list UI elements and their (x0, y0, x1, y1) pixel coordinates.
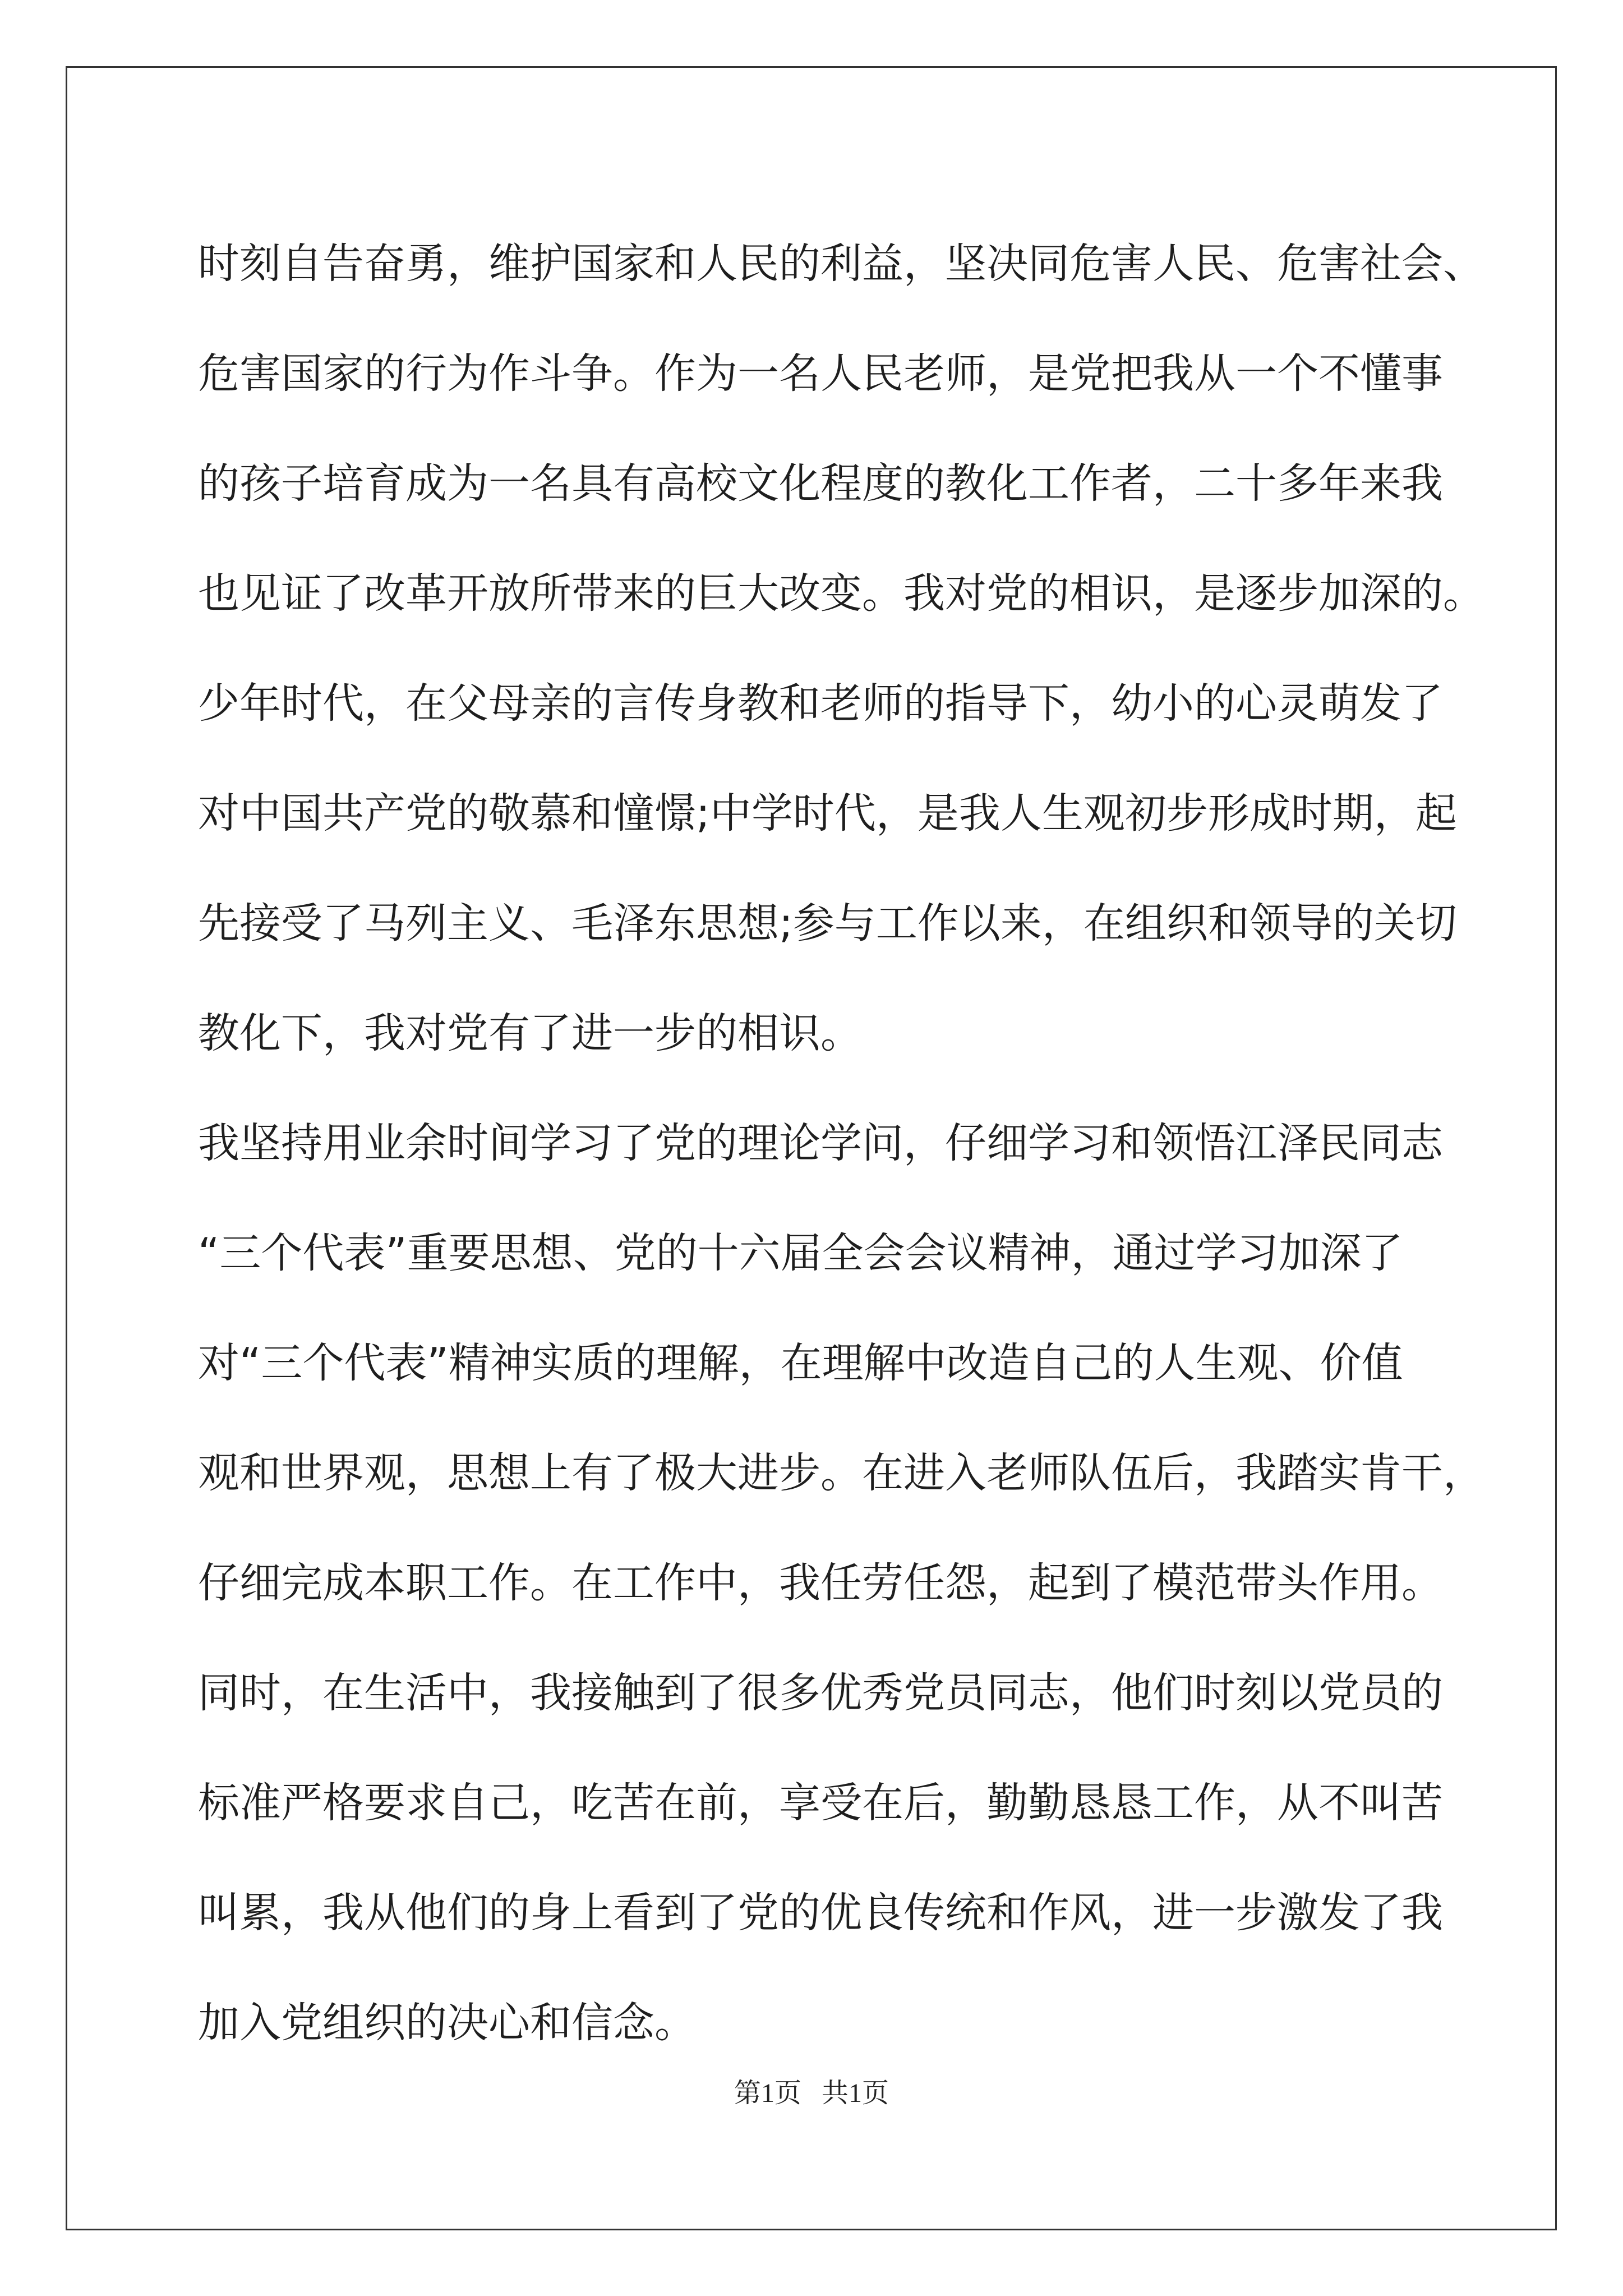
text-line: 同时，在生活中，我接触到了很多优秀党员同志，他们时刻以党员的 (198, 1669, 1443, 1717)
document-body (198, 209, 1484, 2078)
text-line: 叫累，我从他们的身上看到了党的优良传统和作风，进一步激发了我 (198, 1889, 1443, 1937)
page-number: 第1页 共1页 (734, 2078, 889, 2108)
text-line: 仔细完成本职工作。在工作中，我任劳任怨，起到了模范带头作用。 (198, 1559, 1443, 1607)
text-line: “三个代表”重要思想、党的十六届全会会议精神，通过学习加深了 (198, 1229, 1403, 1277)
text-line: 对中国共产党的敬慕和憧憬;中学时代，是我人生观初步形成时期，起 (198, 789, 1457, 838)
text-line: 标准严格要求自己，吃苦在前，享受在后，勤勤恳恳工作，从不叫苦 (198, 1779, 1443, 1827)
text-line: 少年时代，在父母亲的言传身教和老师的指导下，幼小的心灵萌发了 (198, 679, 1443, 728)
paragraph (198, 209, 1484, 1088)
text-line: 加入党组织的决心和信念。 (198, 1999, 696, 2047)
text-line: 先接受了马列主义、毛泽东思想;参与工作以来，在组织和领导的关切 (198, 899, 1457, 947)
text-line: 教化下，我对党有了进一步的相识。 (198, 1009, 862, 1057)
text-line: 对“三个代表”精神实质的理解，在理解中改造自己的人生观、价值 (198, 1339, 1403, 1387)
text-line: 也见证了改革开放所带来的巨大改变。我对党的相识，是逐步加深的。 (198, 569, 1484, 618)
text-line: 的孩子培育成为一名具有高校文化程度的教化工作者，二十多年来我 (198, 459, 1443, 508)
paragraph (198, 1088, 1484, 2078)
text-line: 观和世界观，思想上有了极大进步。在进入老师队伍后，我踏实肯干， (198, 1449, 1484, 1497)
text-line: 我坚持用业余时间学习了党的理论学问，仔细学习和领悟江泽民同志 (198, 1119, 1443, 1167)
text-line: 时刻自告奋勇，维护国家和人民的利益，坚决同危害人民、危害社会、 (198, 240, 1484, 288)
text-line: 危害国家的行为作斗争。作为一名人民老师，是党把我从一个不懂事 (198, 349, 1443, 398)
